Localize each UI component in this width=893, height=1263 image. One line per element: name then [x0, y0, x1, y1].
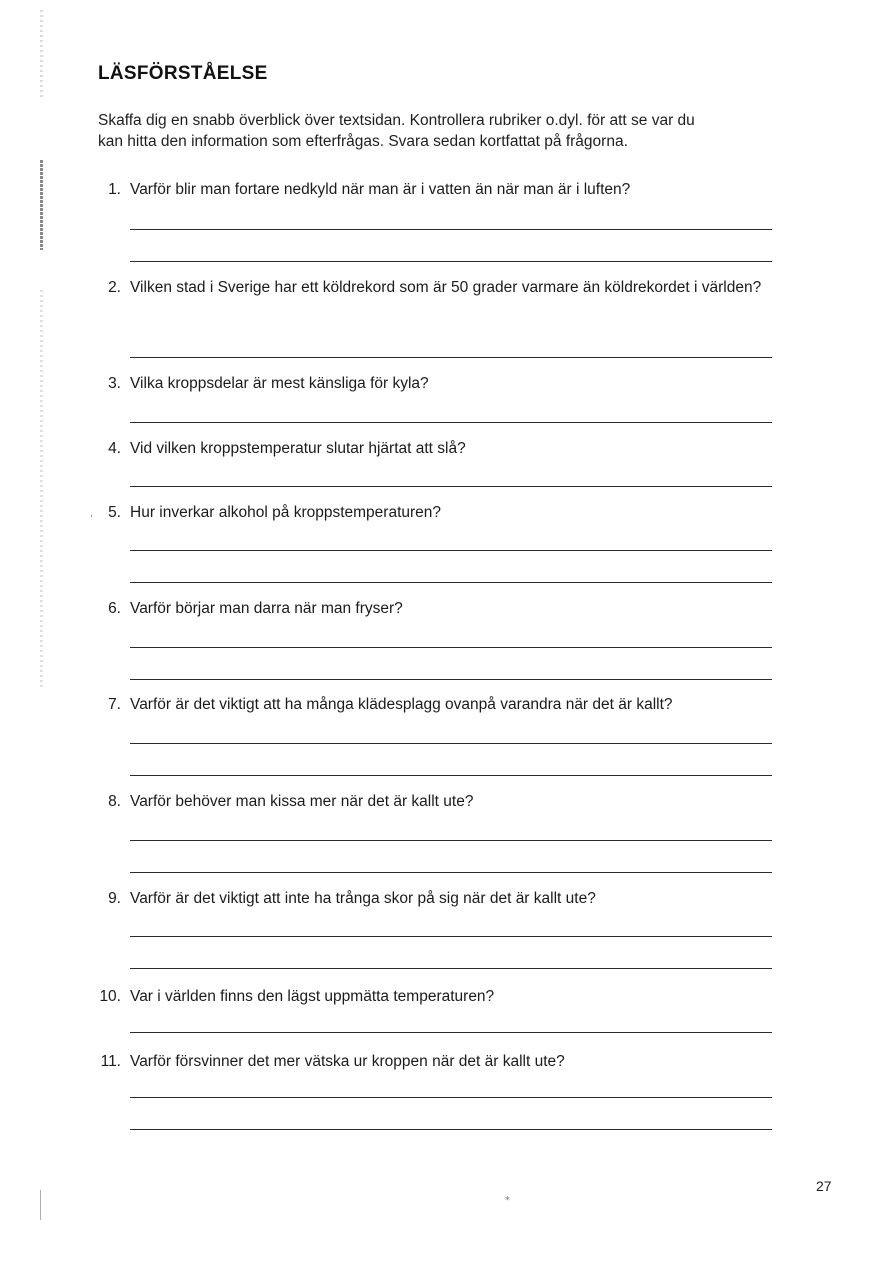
- question-number: 10.: [99, 988, 121, 1005]
- scan-edge-mark: [40, 10, 43, 100]
- answer-line-8b[interactable]: [130, 872, 772, 873]
- question-text: Vid vilken kroppstemperatur slutar hjärtat att slå?: [130, 440, 466, 457]
- answer-line-11a[interactable]: [130, 1097, 772, 1098]
- page-title: LÄSFÖRSTÅELSE: [98, 63, 268, 84]
- scan-speck: ,: [90, 508, 93, 519]
- scan-edge-mark: [40, 160, 43, 250]
- answer-line-4a[interactable]: [130, 486, 772, 487]
- intro-line: Skaffa dig en snabb överblick över textsidan. Kontrollera rubriker o.dyl. för att se var du: [98, 112, 695, 129]
- question-number: 6.: [108, 600, 121, 617]
- answer-line-2a[interactable]: [130, 357, 772, 358]
- answer-line-10a[interactable]: [130, 1032, 772, 1033]
- intro-line: kan hitta den information som efterfrågas. Svara sedan kortfattat på frågorna.: [98, 133, 628, 150]
- answer-line-9b[interactable]: [130, 968, 772, 969]
- question-text: Vilka kroppsdelar är mest känsliga för kyla?: [130, 375, 429, 392]
- question-text: Var i världen finns den lägst uppmätta temperaturen?: [130, 988, 495, 1005]
- answer-line-9a[interactable]: [130, 936, 772, 937]
- page-number: 27: [816, 1178, 832, 1194]
- question-number: 4.: [108, 440, 121, 457]
- question-text: Hur inverkar alkohol på kroppstemperaturen?: [130, 504, 442, 521]
- answer-line-1b[interactable]: [130, 261, 772, 262]
- question-number: 8.: [108, 793, 121, 810]
- question-number: 7.: [108, 696, 121, 713]
- answer-line-11b[interactable]: [130, 1129, 772, 1130]
- scan-speck: ⁎: [505, 1192, 510, 1203]
- question-text: Vilken stad i Sverige har ett köldrekord som är 50 grader varmare än köldrekordet i världen?: [130, 279, 762, 296]
- answer-line-3a[interactable]: [130, 422, 772, 423]
- answer-line-6b[interactable]: [130, 679, 772, 680]
- question-number: 2.: [108, 279, 121, 296]
- question-number: 3.: [108, 375, 121, 392]
- answer-line-5b[interactable]: [130, 582, 772, 583]
- question-text: Varför är det viktigt att inte ha trånga skor på sig när det är kallt ute?: [130, 890, 596, 907]
- answer-line-6a[interactable]: [130, 647, 772, 648]
- intro-paragraph: [98, 110, 778, 152]
- answer-line-5a[interactable]: [130, 550, 772, 551]
- answer-line-7b[interactable]: [130, 775, 772, 776]
- question-number: 1.: [108, 181, 121, 198]
- question-number: 11.: [100, 1053, 121, 1070]
- question-text: Varför behöver man kissa mer när det är kallt ute?: [130, 793, 474, 810]
- answer-line-1a[interactable]: [130, 229, 772, 230]
- answer-line-8a[interactable]: [130, 840, 772, 841]
- answer-line-7a[interactable]: [130, 743, 772, 744]
- question-number: 9.: [108, 890, 121, 907]
- question-number: 5.: [108, 504, 121, 521]
- question-text: Varför börjar man darra när man fryser?: [130, 600, 403, 617]
- scan-edge-mark: [40, 1190, 41, 1220]
- scan-edge-mark: [40, 290, 43, 690]
- question-text: Varför blir man fortare nedkyld när man är i vatten än när man är i luften?: [130, 181, 631, 198]
- question-text: Varför försvinner det mer vätska ur kroppen när det är kallt ute?: [130, 1053, 565, 1070]
- question-text: Varför är det viktigt att ha många klädesplagg ovanpå varandra när det är kallt?: [130, 696, 673, 713]
